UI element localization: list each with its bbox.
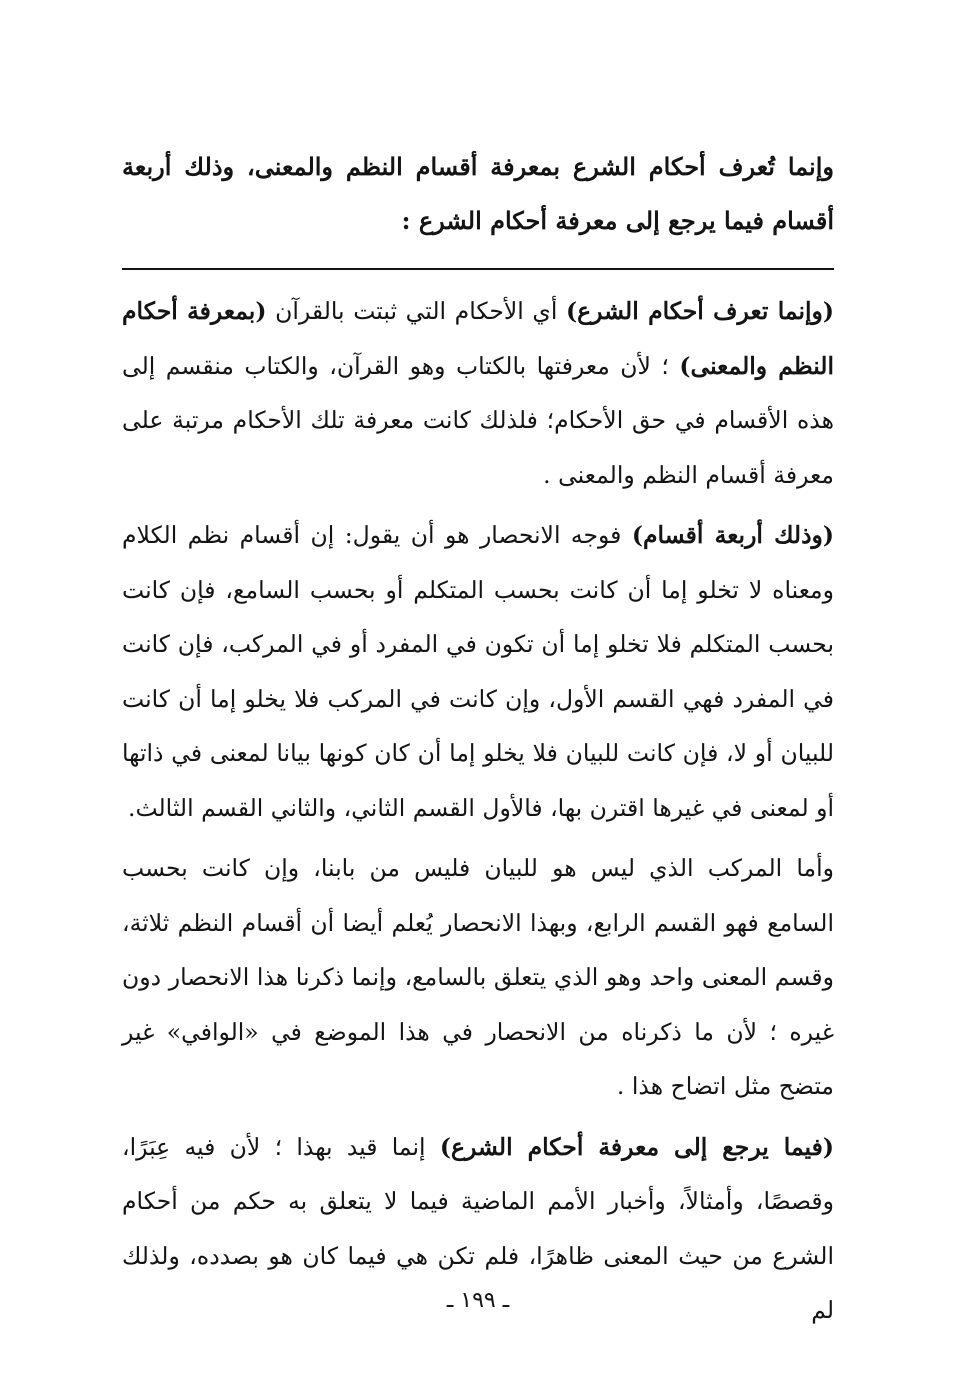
- commentary-lemma: (بمعرفة أحكام النظم والمعنى): [122, 297, 834, 380]
- commentary-paragraph-2: [122, 508, 834, 835]
- footnote-separator: [122, 268, 834, 270]
- commentary-text: ؛ لأن معرفتها بالكتاب وهو القرآن، والكتاب منقسم إلى هذه الأقسام في حق الأحكام؛ فلذلك كانت معرفة تلك الأحكام مرتبة على معرفة أقسام النظم والمعنى .: [122, 351, 834, 489]
- matn-text: وإنما تُعرف أحكام الشرع بمعرفة أقسام النظم والمعنى، وذلك أربعة أقسام فيما يرجع إلى معرفة أحكام الشرع :: [122, 152, 834, 235]
- page-body: [122, 140, 834, 1344]
- commentary-paragraph-1: [122, 284, 834, 502]
- commentary-paragraph-3: [122, 841, 834, 1114]
- commentary-lemma: (وإنما تعرف أحكام الشرع): [565, 297, 834, 325]
- commentary-lemma: (وذلك أربعة أقسام): [631, 521, 835, 549]
- commentary-text: أي الأحكام التي ثبتت بالقرآن: [266, 297, 566, 325]
- commentary-text: فوجه الانحصار هو أن يقول: إن أقسام نظم الكلام ومعناه لا تخلو إما أن كانت بحسب المتكلم أو بحسب السامع، فإن كانت بحسب المتكلم فلا تخلو إما أن تكون في المفرد أو في المركب، فإن كانت في المفرد فهي القسم الأول، وإن كانت في المركب فلا يخلو إما أن كانت للبيان أو لا، فإن كانت للبيان فلا يخلو إما أن كان كونها بيانا لمعنى في ذاتها أو لمعنى في غيرها اقترن بها، فالأول القسم الثاني، والثاني القسم الثالث.: [122, 521, 834, 822]
- commentary-text: إنما قيد بهذا ؛ لأن فيه عِبَرًا، وقصصًا، وأمثالاً، وأخبار الأمم الماضية فيما لا يتعلق به حكم من أحكام الشرع من حيث المعنى ظاهرًا، فلم تكن هي فيما كان هو بصدده، ولذلك لم: [122, 1132, 834, 1324]
- commentary-lemma: (فيما يرجع إلى معرفة أحكام الشرع): [439, 1132, 834, 1161]
- commentary: [122, 284, 834, 1338]
- page-number: ـ ١٩٩ ـ: [446, 1288, 510, 1313]
- commentary-text: وأما المركب الذي ليس هو للبيان فليس من بابنا، وإن كانت بحسب السامع فهو القسم الرابع، وبهذا الانحصار يُعلم أيضا أن أقسام النظم ثلاثة، وقسم المعنى واحد وهو الذي يتعلق بالسامع، وإنما ذكرنا هذا الانحصار دون غيره ؛ لأن ما ذكرناه من الانحصار في هذا الموضع في «الوافي» غير متضح مثل اتضاح هذا .: [122, 854, 834, 1100]
